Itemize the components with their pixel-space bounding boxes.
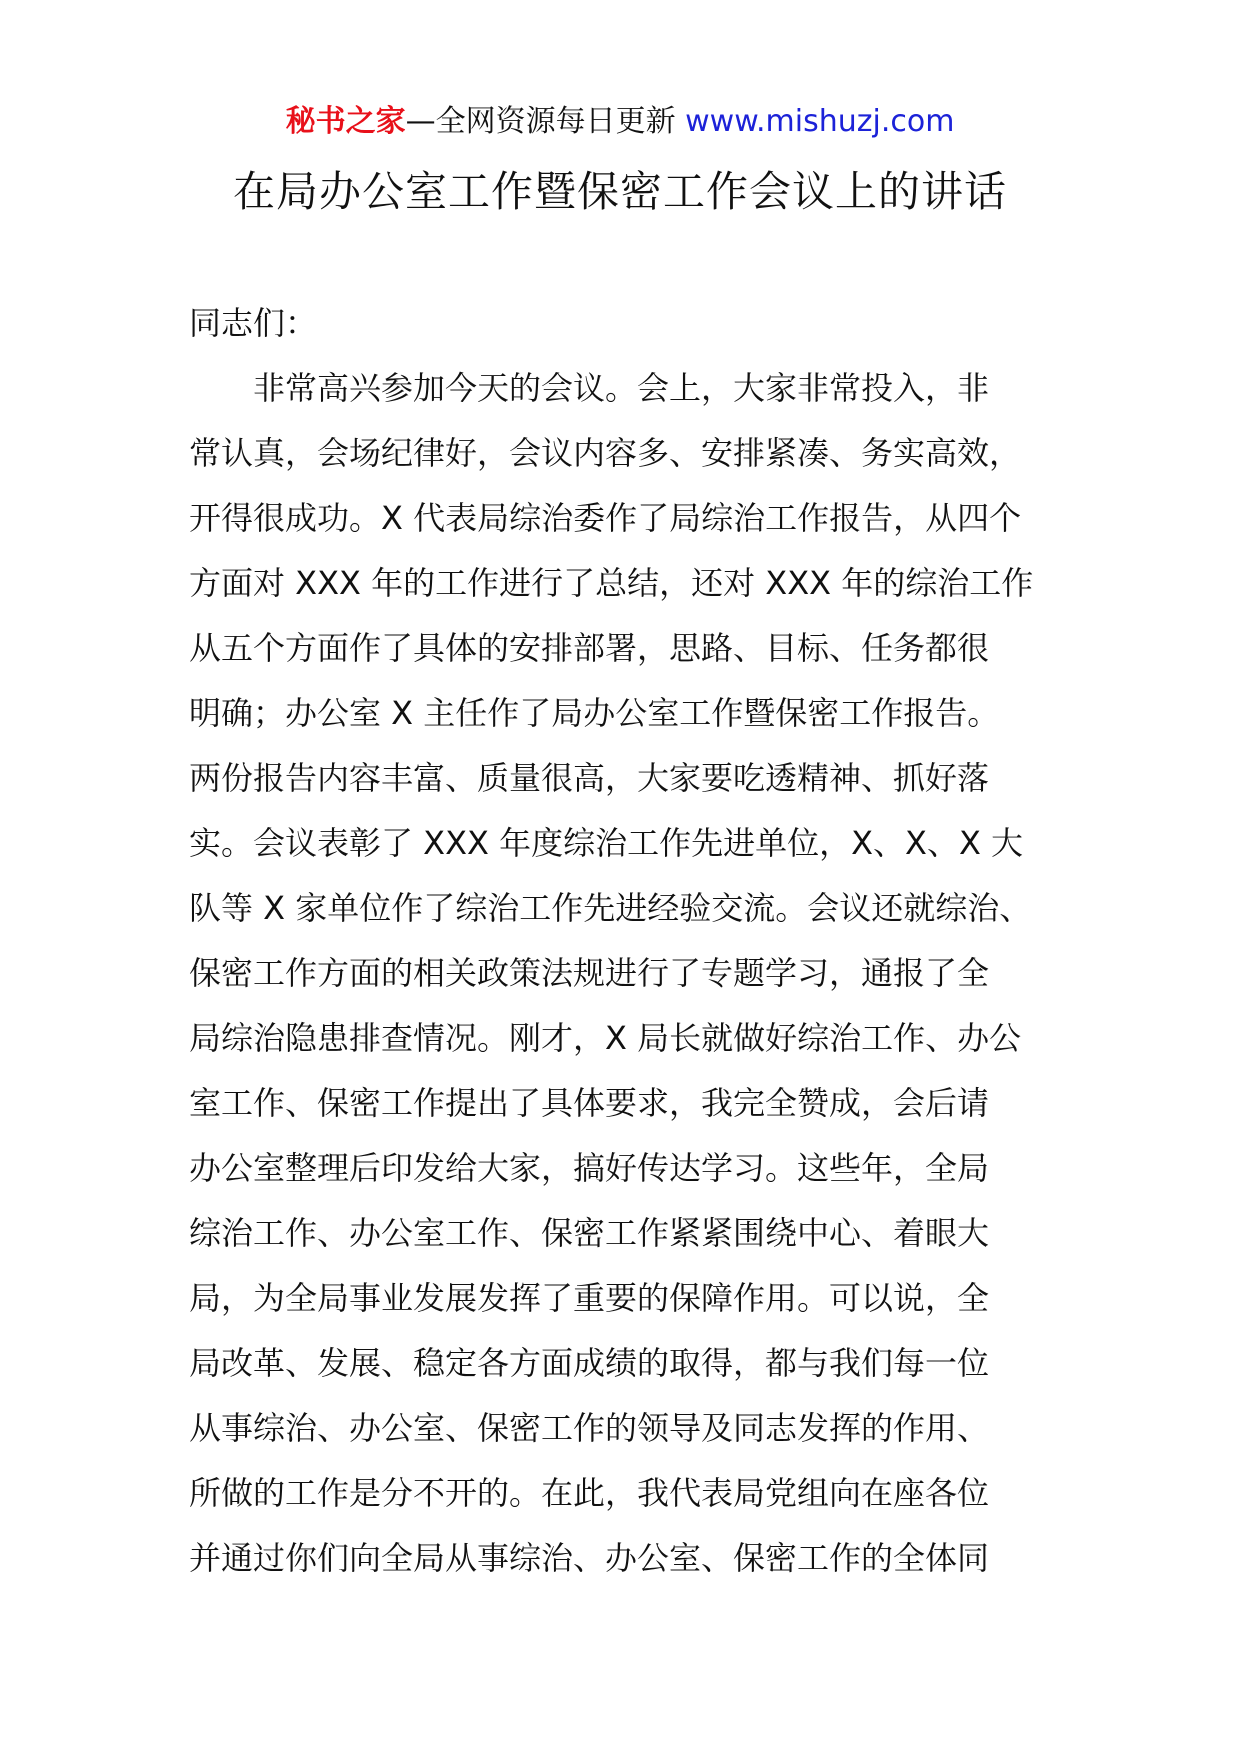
- site-url-link[interactable]: www.mishuzj.com: [685, 104, 955, 139]
- body-line: 办公室整理后印发给大家，搞好传达学习。这些年，全局: [189, 1149, 990, 1187]
- body-line: 从五个方面作了具体的安排部署，思路、目标、任务都很: [189, 629, 990, 667]
- body-line: 方面对 XXX 年的工作进行了总结，还对 XXX 年的综治工作: [189, 564, 1034, 602]
- body-line: 非常高兴参加今天的会议。会上，大家非常投入，非: [253, 369, 990, 407]
- body-line: 开得很成功。X 代表局综治委作了局综治工作报告，从四个: [189, 499, 1022, 537]
- document-body: [189, 291, 1059, 1591]
- body-line: 并通过你们向全局从事综治、办公室、保密工作的全体同: [189, 1539, 990, 1577]
- body-line: 常认真，会场纪律好，会议内容多、安排紧凑、务实高效，: [189, 434, 1022, 472]
- brand-name: 秘书之家: [285, 104, 406, 139]
- body-line: 实。会议表彰了 XXX 年度综治工作先进单位，X、X、X 大: [189, 824, 1024, 862]
- body-line: 保密工作方面的相关政策法规进行了专题学习，通报了全: [189, 954, 990, 992]
- document-title: 在局办公室工作暨保密工作会议上的讲话: [232, 167, 1007, 216]
- body-line: 室工作、保密工作提出了具体要求，我完全赞成，会后请: [189, 1084, 990, 1122]
- body-line: 两份报告内容丰富、质量很高，大家要吃透精神、抓好落: [189, 759, 990, 797]
- body-line: 局综治隐患排查情况。刚才，X 局长就做好综治工作、办公: [189, 1019, 1022, 1057]
- body-line: 明确；办公室 X 主任作了局办公室工作暨保密工作报告。: [189, 694, 1000, 732]
- site-header: [0, 102, 1240, 142]
- salutation: 同志们：: [189, 304, 318, 342]
- body-line: 综治工作、办公室工作、保密工作紧紧围绕中心、着眼大: [189, 1214, 990, 1252]
- body-line: 所做的工作是分不开的。在此，我代表局党组向在座各位: [189, 1474, 990, 1512]
- body-line: 从事综治、办公室、保密工作的领导及同志发挥的作用、: [189, 1409, 990, 1447]
- body-line: 局改革、发展、稳定各方面成绩的取得，都与我们每一位: [189, 1344, 990, 1382]
- body-line: 局，为全局事业发展发挥了重要的保障作用。可以说，全: [189, 1279, 990, 1317]
- body-line: 队等 X 家单位作了综治工作先进经验交流。会议还就综治、: [189, 889, 1032, 927]
- header-slogan: —全网资源每日更新: [405, 104, 676, 139]
